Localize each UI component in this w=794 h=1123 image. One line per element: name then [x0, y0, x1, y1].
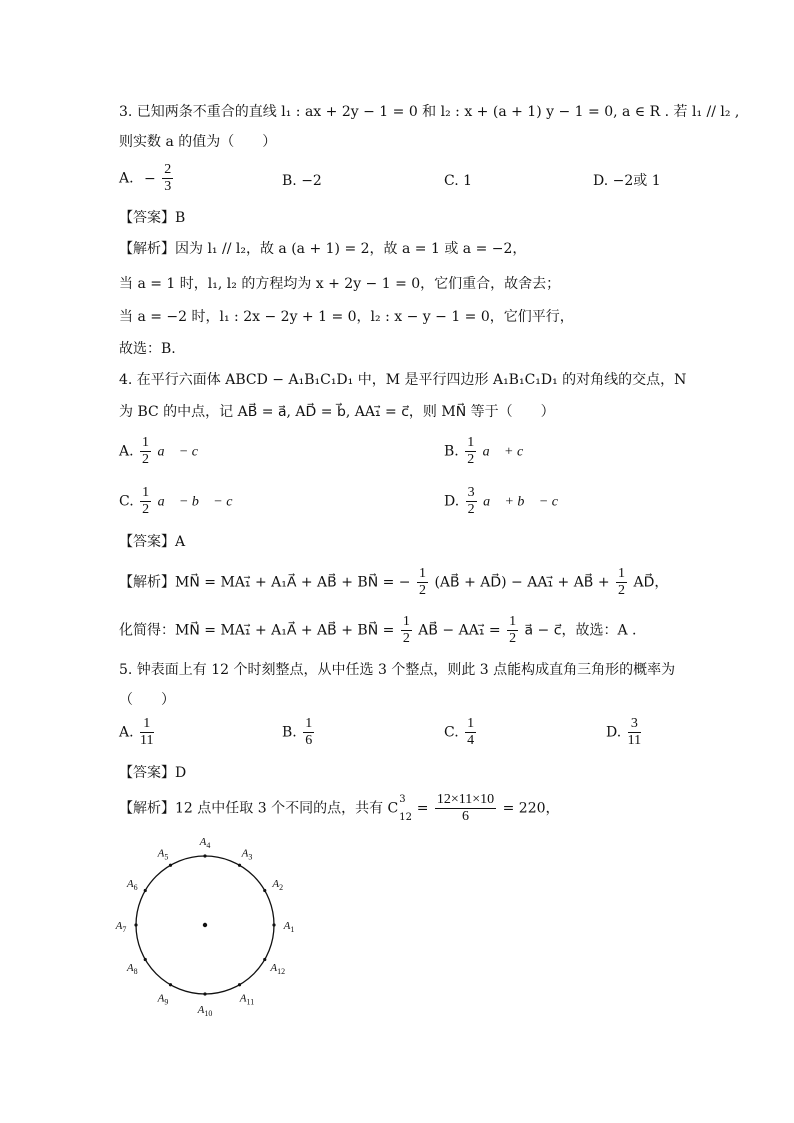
q3-solution-line2: 当 a = 1 时，l₁, l₂ 的方程均为 x + 2y − 1 = 0，它们重合，故舍去； [119, 276, 561, 292]
q5-answer: 【答案】D [119, 765, 187, 781]
q4-solution-half3-den: 2 [402, 631, 410, 646]
q4-option-c-label: C. [119, 493, 134, 510]
q3-option-a [119, 162, 175, 195]
q3-solution-line3: 当 a = −2 时，l₁ : 2x − 2y + 1 = 0，l₂ : x − y − 1 = 0，它们平行， [119, 309, 574, 325]
q5-solution-fraction [435, 792, 496, 825]
q3-stem-line1: 3. 已知两条不重合的直线 l₁ : ax + 2y − 1 = 0 和 l₂ : x + (a + 1) y − 1 = 0, a ∈ R . 若 l₁ // l₂ , [119, 104, 740, 120]
clock-point-a7 [134, 923, 137, 926]
clock-point-a2 [263, 889, 266, 892]
clock-point-a9 [169, 983, 172, 986]
clock-label-a2: $A_2$ [272, 878, 284, 892]
q4-solution-line2-part2: AB⃗ − AA₁⃗ = [418, 622, 501, 639]
q4-solution-line2 [119, 614, 636, 647]
q5-option-b [282, 716, 316, 749]
q4-solution-half3-num: 1 [402, 614, 410, 629]
q4-option-d [444, 485, 569, 518]
q4-option-b [444, 435, 534, 468]
q4-option-c [119, 485, 243, 518]
q5-solution-num: 12×11×10 [436, 792, 495, 807]
q4-solution-line1-part3: AD⃗， [633, 574, 669, 591]
clock-point-a4 [203, 854, 206, 857]
q4-option-a-den: 2 [142, 452, 150, 467]
clock-label-a7: $A_7$ [115, 920, 127, 934]
q4-solution-half-den: 2 [418, 583, 426, 598]
q4-solution-half2-num: 1 [618, 566, 626, 581]
clock-label-a10: $A_{10}$ [197, 1004, 213, 1018]
clock-point-a11 [238, 983, 241, 986]
q4-option-b-den: 2 [467, 452, 475, 467]
clock-point-a1 [272, 923, 275, 926]
q5-option-b-num: 1 [305, 716, 313, 731]
q5-option-a-label: A. [119, 724, 134, 741]
q5-option-a-den: 11 [140, 733, 154, 748]
q4-stem-line2: 为 BC 的中点，记 AB⃗ = a⃗, AD⃗ = b⃗, AA₁⃗ = c⃗，则 MN⃗ 等于（ ） [119, 404, 555, 420]
q4-solution-line2-part1: 化简得：MN⃗ = MA₁⃗ + A₁A⃗ + AB⃗ + BN⃗ = [119, 622, 395, 639]
q5-solution-den: 6 [462, 809, 470, 824]
q4-option-b-fraction [465, 435, 476, 468]
q4-solution-line1-part1: 【解析】MN⃗ = MA₁⃗ + A₁A⃗ + AB⃗ + BN⃗ = − [119, 574, 411, 591]
q5-option-d [606, 716, 643, 749]
clock-label-a6: $A_6$ [126, 878, 138, 892]
clock-point-a5 [169, 864, 172, 867]
q4-solution-half-num: 1 [418, 566, 426, 581]
q5-option-d-den: 11 [627, 733, 642, 748]
q3-solution-line1: 【解析】因为 l₁ // l₂，故 a (a + 1) = 2，故 a = 1 或 a = −2， [119, 241, 527, 257]
clock-diagram [115, 838, 295, 1018]
q3-solution-line4: 故选：B. [119, 341, 176, 357]
q4-solution-line2-half [401, 614, 412, 647]
q5-combination-sub: 12 [399, 811, 412, 823]
q4-solution-line2-part3: a⃗ − c⃗，故选：A . [524, 622, 637, 639]
q5-stem-line2: （ ） [119, 692, 175, 708]
clock-point-a8 [144, 958, 147, 961]
q4-solution-line1-half2 [616, 566, 627, 599]
q4-solution-line1-half [417, 566, 428, 599]
q4-option-d-fraction [466, 485, 477, 518]
q5-option-a [119, 716, 156, 749]
q4-answer: 【答案】A [119, 534, 186, 550]
q5-solution-line1 [119, 792, 560, 825]
clock-label-a4: $A_4$ [199, 838, 211, 850]
q3-option-a-den: 3 [164, 179, 172, 194]
q5-option-d-label: D. [606, 724, 622, 741]
q4-solution-half4-num: 1 [509, 614, 517, 629]
q3-option-a-fraction [162, 162, 173, 195]
q5-option-c-label: C. [444, 724, 459, 741]
q5-combination-sup: 3 [399, 793, 406, 805]
clock-label-a8: $A_8$ [126, 962, 138, 976]
clock-point-a12 [263, 958, 266, 961]
q4-option-d-num: 3 [467, 485, 475, 500]
q5-solution-text: 【解析】12 点中任取 3 个不同的点，共有 C [119, 800, 399, 817]
q4-option-d-den: 2 [467, 502, 475, 517]
q4-option-b-label: B. [444, 443, 459, 460]
q3-option-b: B. −2 [282, 173, 322, 189]
q5-solution-result: = 220， [502, 800, 560, 817]
q5-option-b-label: B. [282, 724, 297, 741]
q5-option-c-fraction [465, 716, 476, 749]
q5-option-a-fraction [140, 716, 153, 749]
q3-answer: 【答案】B [119, 210, 186, 226]
clock-point-a3 [238, 864, 241, 867]
clock-label-a1: $A_1$ [283, 920, 295, 934]
clock-label-a12: $A_{12}$ [270, 962, 286, 976]
q4-option-b-expr: a⃗ + c⃗ [482, 444, 535, 460]
q4-option-c-expr: a⃗ − b⃗ − c⃗ [157, 494, 244, 510]
q5-option-c-den: 4 [467, 733, 475, 748]
q4-option-c-num: 1 [142, 485, 150, 500]
q4-option-a-label: A. [119, 443, 134, 460]
q4-option-a-num: 1 [142, 435, 150, 450]
q4-option-a-expr: a⃗ − c⃗ [157, 444, 209, 460]
q5-option-c-num: 1 [467, 716, 475, 731]
q4-option-c-fraction [140, 485, 151, 518]
q5-option-c [444, 716, 478, 749]
q4-solution-line1-part2: (AB⃗ + AD⃗) − AA₁⃗ + AB⃗ + [434, 574, 610, 591]
clock-point-a6 [144, 889, 147, 892]
q5-combination-indices [398, 795, 412, 823]
q4-solution-line1 [119, 566, 668, 599]
q3-option-a-sign: − [144, 170, 156, 187]
q5-option-b-fraction [303, 716, 314, 749]
clock-point-a10 [203, 992, 206, 995]
q4-solution-half4-den: 2 [509, 631, 517, 646]
clock-label-a11: $A_{11}$ [239, 992, 255, 1007]
q5-option-b-den: 6 [305, 733, 313, 748]
q3-option-a-num: 2 [164, 162, 172, 177]
q3-stem-line2: 则实数 a 的值为（ ） [119, 134, 277, 150]
q4-option-b-num: 1 [467, 435, 475, 450]
q3-option-a-label: A. [119, 170, 134, 187]
q4-option-c-den: 2 [142, 502, 150, 517]
clock-center [203, 923, 207, 927]
q4-option-d-expr: a⃗ + b⃗ − c⃗ [483, 494, 569, 510]
q5-option-d-num: 3 [628, 716, 641, 733]
q4-option-a-fraction [140, 435, 151, 468]
q5-option-d-fraction [628, 716, 641, 749]
q5-equals: = [416, 800, 429, 817]
q4-option-a [119, 435, 209, 468]
q5-option-a-num: 1 [140, 716, 153, 733]
q3-option-c: C. 1 [444, 173, 473, 189]
q5-stem-line1: 5. 钟表面上有 12 个时刻整点，从中任选 3 个整点，则此 3 点能构成直角三角形的概率为 [119, 662, 676, 678]
clock-label-a5: $A_5$ [157, 847, 169, 862]
clock-label-a3: $A_3$ [241, 847, 253, 862]
q4-solution-line2-half2 [507, 614, 518, 647]
q4-solution-half2-den: 2 [618, 583, 626, 598]
q4-stem-line1: 4. 在平行六面体 ABCD − A₁B₁C₁D₁ 中，M 是平行四边形 A₁B₁C₁D₁ 的对角线的交点，N [119, 372, 687, 388]
q3-option-d: D. −2或 1 [593, 173, 661, 189]
q4-option-d-label: D. [444, 493, 460, 510]
clock-label-a9: $A_9$ [157, 992, 169, 1007]
